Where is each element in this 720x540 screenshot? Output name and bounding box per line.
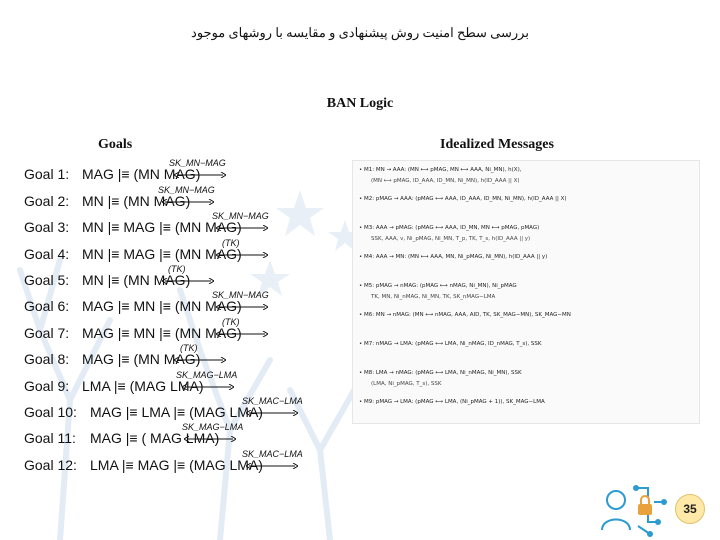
goal-formula: MAG |≡ (MN MAG) xyxy=(82,166,201,183)
page-title: بررسی سطح امنیت روش پیشنهادی و مقایسه با روشهای موجود xyxy=(191,25,529,40)
goal-formula: MAG |≡ MN |≡ (MN MAG) xyxy=(82,298,242,315)
goal-key-label: SK_MAC−LMA xyxy=(242,395,303,406)
message-continuation: SSK, AAA, v, Ni_pMAG, Ni_MN, T_p, TK, T_s, h(ID_AAA || y) xyxy=(371,236,531,242)
message-continuation: (LMA, Ni_pMAG, T_s), SSK xyxy=(371,381,442,387)
message-continuation: (MN ⟷ pMAG, ID_AAA, ID_MN, Ni_MN), h(ID_AAA || X) xyxy=(371,178,520,184)
double-arrow-icon xyxy=(246,410,298,416)
goal-row xyxy=(24,186,334,212)
message-text: • M6: MN → nMAG: (MN ⟷ nMAG, AAA, AID, TK, SK_MAG−MN), SK_MAG−MN xyxy=(359,312,571,318)
goal-label: Goal 6: xyxy=(24,298,70,315)
message-text: • M4: AAA → MN: (MN ⟷ AAA, MN, Ni_pMAG, Ni_MN), h(ID_AAA || y) xyxy=(359,254,548,260)
goal-key-label: SK_MAG−LMA xyxy=(176,369,238,380)
message-row xyxy=(353,161,699,190)
idealized-messages-panel xyxy=(352,160,700,424)
goal-label: Goal 8: xyxy=(24,351,70,368)
message-row xyxy=(353,248,699,277)
goal-row xyxy=(24,395,334,424)
goal-formula: MN |≡ MAG |≡ (MN MAG) xyxy=(82,219,242,236)
goal-label: Goal 2: xyxy=(24,192,70,209)
message-text: • M1: MN → AAA: (MN ⟷ pMAG, MN ⟷ AAA, Ni_MN), h(X), xyxy=(359,167,522,173)
goal-key-label: SK_MN−MAG xyxy=(169,158,226,169)
goal-formula: MN |≡ (MN MAG) xyxy=(82,192,191,209)
goal-formula: LMA |≡ (MAG LMA) xyxy=(82,377,204,394)
message-text: • M5: pMAG → nMAG: (pMAG ⟷ nMAG, Ni_MN), Ni_pMAG xyxy=(359,283,517,289)
goal-row xyxy=(24,424,334,450)
page-number-badge: 35 xyxy=(675,494,705,524)
message-row xyxy=(353,364,699,393)
goal-formula: MN |≡ (MN MAG) xyxy=(82,271,191,288)
goals-list xyxy=(24,160,334,477)
message-continuation: TK, MN, Ni_nMAG, Ni_MN, TK, SK_nMAG−LMA xyxy=(371,294,496,300)
goal-row xyxy=(24,371,334,397)
goal-key-label: (TK) xyxy=(222,316,240,327)
message-row xyxy=(353,219,699,248)
goal-key-label: (TK) xyxy=(180,343,198,354)
double-arrow-icon xyxy=(162,199,214,205)
goal-key-label: SK_MN−MAG xyxy=(212,211,269,222)
goal-formula: MAG |≡ LMA |≡ (MAG LMA) xyxy=(90,403,263,420)
goal-row xyxy=(24,318,334,344)
goal-label: Goal 4: xyxy=(24,245,70,262)
goal-key-label: SK_MAC−LMA xyxy=(242,448,303,459)
goal-formula: MAG |≡ MN |≡ (MN MAG) xyxy=(82,324,242,341)
goal-row xyxy=(24,239,334,265)
goal-row xyxy=(24,263,334,292)
double-arrow-icon xyxy=(216,304,268,310)
goal-key-label: (TK) xyxy=(168,263,186,274)
message-text: • M9: pMAG → LMA: (pMAG ⟷ LMA, (Ni_pMAG + 1)), SK_MAG−LMA xyxy=(359,399,545,405)
goal-label: Goal 9: xyxy=(24,377,70,394)
message-text: • M7: nMAG → LMA: (pMAG ⟷ LMA, Ni_nMAG, ID_nMAG, T_s), SSK xyxy=(359,341,542,347)
goal-row xyxy=(24,292,334,318)
goal-formula: MN |≡ MAG |≡ (MN MAG) xyxy=(82,245,242,262)
message-row xyxy=(353,277,699,306)
message-row xyxy=(353,335,699,364)
messages-header: Idealized Messages xyxy=(440,137,554,152)
message-row xyxy=(353,393,699,422)
goal-label: Goal 1: xyxy=(24,166,70,183)
security-network-logo xyxy=(594,478,670,538)
goal-label: Goal 11: xyxy=(24,430,76,447)
double-arrow-icon xyxy=(174,357,226,363)
goal-row xyxy=(24,450,334,476)
goal-label: Goal 5: xyxy=(24,271,70,288)
double-arrow-icon xyxy=(216,252,268,258)
message-row xyxy=(353,306,699,335)
goal-formula: MAG |≡ (MN MAG) xyxy=(82,351,201,368)
double-arrow-icon xyxy=(216,225,268,231)
section-title: BAN Logic xyxy=(326,96,394,111)
goal-formula: LMA |≡ MAG |≡ (MAG LMA) xyxy=(90,456,263,473)
goal-row xyxy=(24,213,334,239)
goal-label: Goal 12: xyxy=(24,456,77,473)
goal-key-label: (TK) xyxy=(222,237,240,248)
goal-row xyxy=(24,160,334,186)
message-text: • M3: AAA → pMAG: (pMAG ⟷ AAA, ID_MN, MN ⟷ pMAG, pMAG) xyxy=(359,225,540,231)
goal-key-label: SK_MN−MAG xyxy=(212,290,269,301)
goal-key-label: SK_MN−MAG xyxy=(158,184,215,195)
goal-label: Goal 10: xyxy=(24,403,77,420)
goal-row xyxy=(24,345,334,371)
message-text: • M8: LMA → nMAG: (pMAG ⟷ LMA, Ni_nMAG, Ni_MN), SSK xyxy=(359,370,522,376)
goal-key-label: SK_MAG−LMA xyxy=(182,422,244,433)
goal-formula: MAG |≡ ( MAG LMA) xyxy=(90,430,220,447)
double-arrow-icon xyxy=(246,463,298,469)
double-arrow-icon xyxy=(162,278,214,284)
message-row xyxy=(353,190,699,219)
goal-label: Goal 3: xyxy=(24,219,70,236)
double-arrow-icon xyxy=(182,384,234,390)
message-text: • M2: pMAG → AAA: (pMAG ⟷ AAA, ID_AAA, ID_MN, Ni_MN), h(ID_AAA || X) xyxy=(359,196,567,202)
goals-header: Goals xyxy=(98,137,133,152)
double-arrow-icon xyxy=(216,331,268,337)
goal-label: Goal 7: xyxy=(24,324,70,341)
double-arrow-icon xyxy=(184,436,236,442)
double-arrow-icon xyxy=(174,172,226,178)
